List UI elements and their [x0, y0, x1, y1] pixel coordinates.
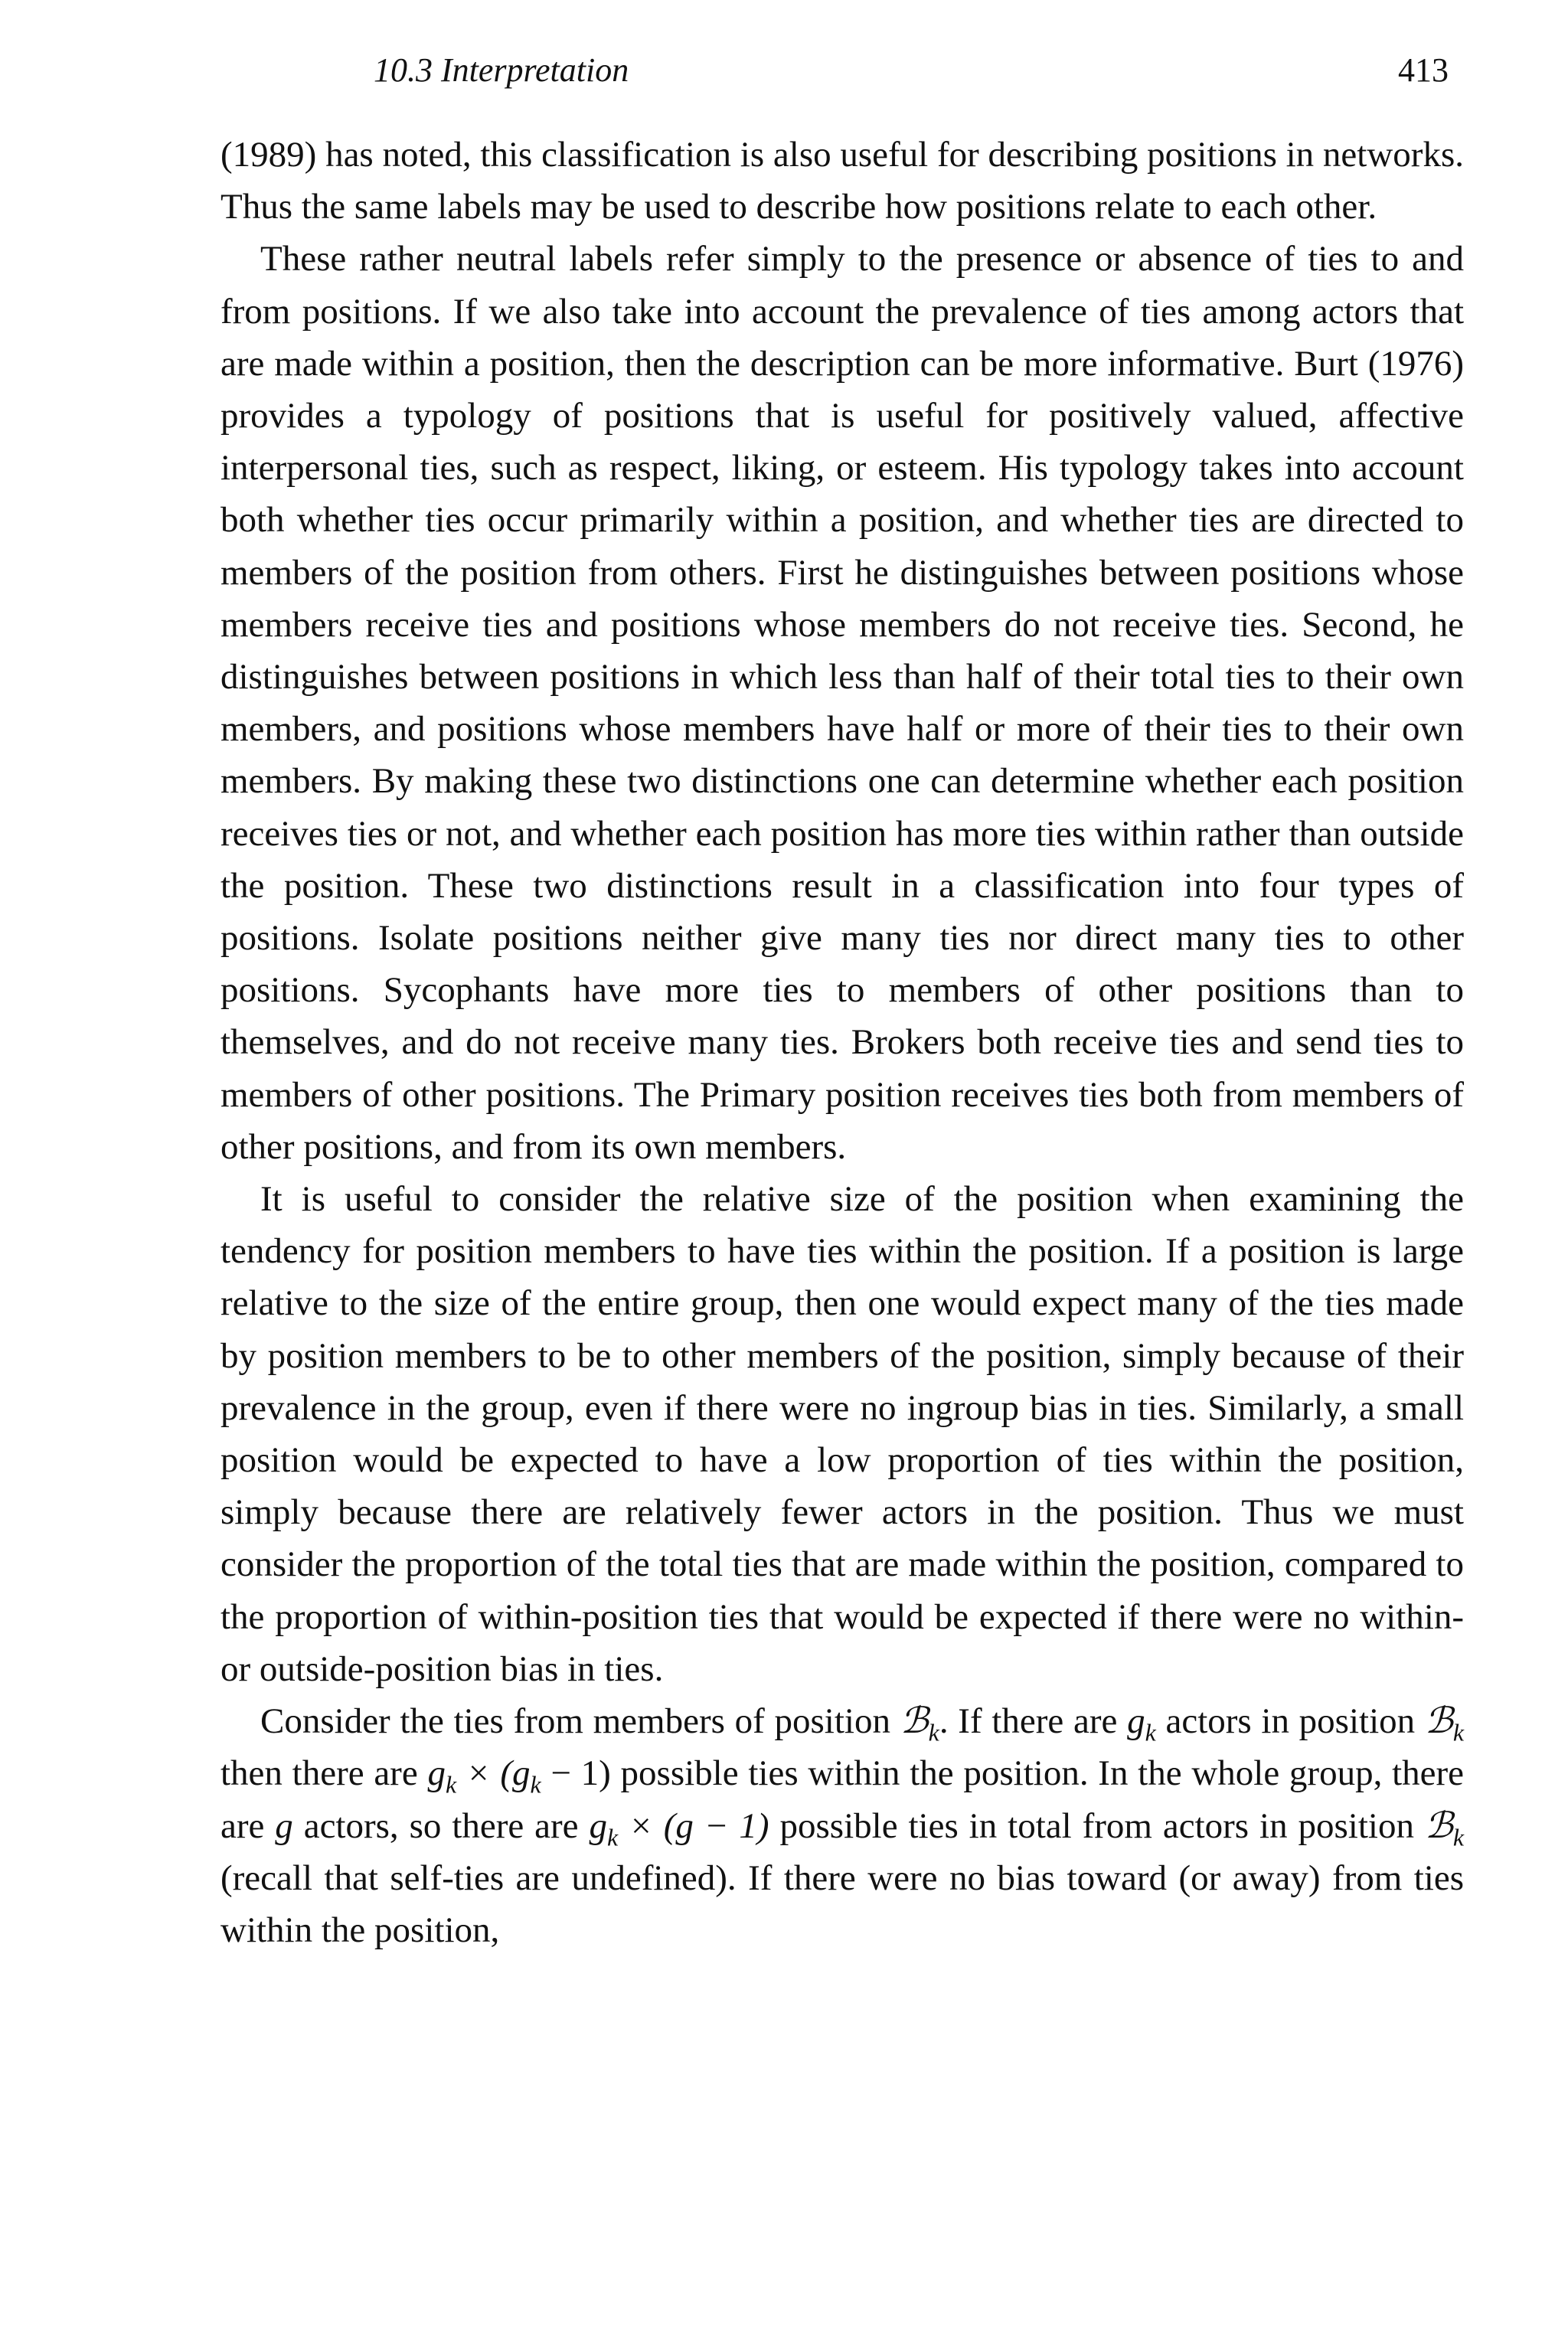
subscript-k: k: [1145, 1719, 1156, 1746]
subscript-k: k: [606, 1823, 619, 1851]
subscript-k: k: [530, 1771, 541, 1799]
paragraph-2: These rather neutral labels refer simply to the presence or absence of ties to and from positions. If we also take into account the prevalence of ties among actors that are made within a position, then the description can be more informative. Burt (1976) provides a typology of positions that is useful for positively valued, affective interpersonal ties, such as respect, liking, or esteem. His typology takes into account both whether ties occur primarily within a position, and whether ties are directed to members of the position from others. First he distinguishes between positions whose members receive ties and positions whose members do not receive ties. Second, he distinguishes between positions in which less than half of their total ties to their own members, and positions whose members have half or more of their ties to their own members. By making these two distinctions one can determine whether each position receives ties or not, and whether each position has more ties within rather than outside the position. These two distinctions result in a classification into four types of positions. Isolate positions neither give many ties nor direct many ties to other positions. Sycophants have more ties to members of other positions than to themselves, and do not receive many ties. Brokers both receive ties and send ties to members of other positions. The Primary position receives ties both from members of other positions, and from its own members.: [220, 239, 1464, 1167]
running-head: [220, 46, 1464, 100]
body-text: [220, 129, 1464, 1956]
paragraph-3: It is useful to consider the relative size of the position when examining the tendency for position members to have ties within the position. If a position is large relative to the size of the entire group, then one would expect many of the ties made by position members to be to other members of the position, simply because of their prevalence in the group, even if there were no ingroup bias in ties. Similarly, a small position would be expected to have a low proportion of ties within the position, simply because there are relatively fewer actors in the position. Thus we must consider the proportion of the total ties that are made within the position, compared to the proportion of within-position ties that would be expected if there were no within- or outside-position bias in ties.: [220, 1179, 1464, 1689]
running-head-title: 10.3 Interpretation: [374, 51, 629, 89]
position-symbol: ℬ: [1424, 1700, 1453, 1743]
formula-part: × (g: [466, 1753, 531, 1794]
var-g: g: [275, 1805, 293, 1846]
p4-text-3: actors in position: [1155, 1701, 1425, 1742]
p4-text-5: possible ties within the position. In the whole group, there are: [220, 1753, 1465, 1846]
var-g: g: [1127, 1701, 1145, 1742]
p4-text-7: possible ties in total from actors in position: [769, 1805, 1425, 1846]
p4-text-1: Consider the ties from members of position: [260, 1701, 900, 1742]
subscript-k: k: [1452, 1719, 1465, 1746]
paragraph-1: (1989) has noted, this classification is also useful for describing positions in networks. Thus the same labels may be used to describe how positions relate to each other.: [220, 135, 1464, 227]
var-g: g: [589, 1805, 607, 1846]
subscript-k: k: [445, 1771, 457, 1799]
formula-minus-one: − 1): [541, 1753, 611, 1794]
book-page: [220, 46, 1464, 1956]
paragraph-4: [220, 1695, 1464, 1956]
page-number: 413: [1398, 51, 1449, 89]
p4-text-8: (recall that self-ties are undefined). If there were no bias toward (or away) from ties within the position,: [220, 1857, 1464, 1950]
var-g: g: [427, 1753, 446, 1794]
position-symbol: ℬ: [900, 1700, 929, 1743]
subscript-k: k: [928, 1719, 939, 1746]
subscript-k: k: [1452, 1823, 1465, 1851]
formula-g-pair: × (g − 1): [618, 1805, 769, 1846]
p4-text-6: actors, so there are: [292, 1805, 590, 1846]
position-symbol: ℬ: [1424, 1804, 1453, 1847]
p4-text-2: . If there are: [939, 1701, 1128, 1742]
p4-text-4: then there are: [220, 1753, 428, 1794]
